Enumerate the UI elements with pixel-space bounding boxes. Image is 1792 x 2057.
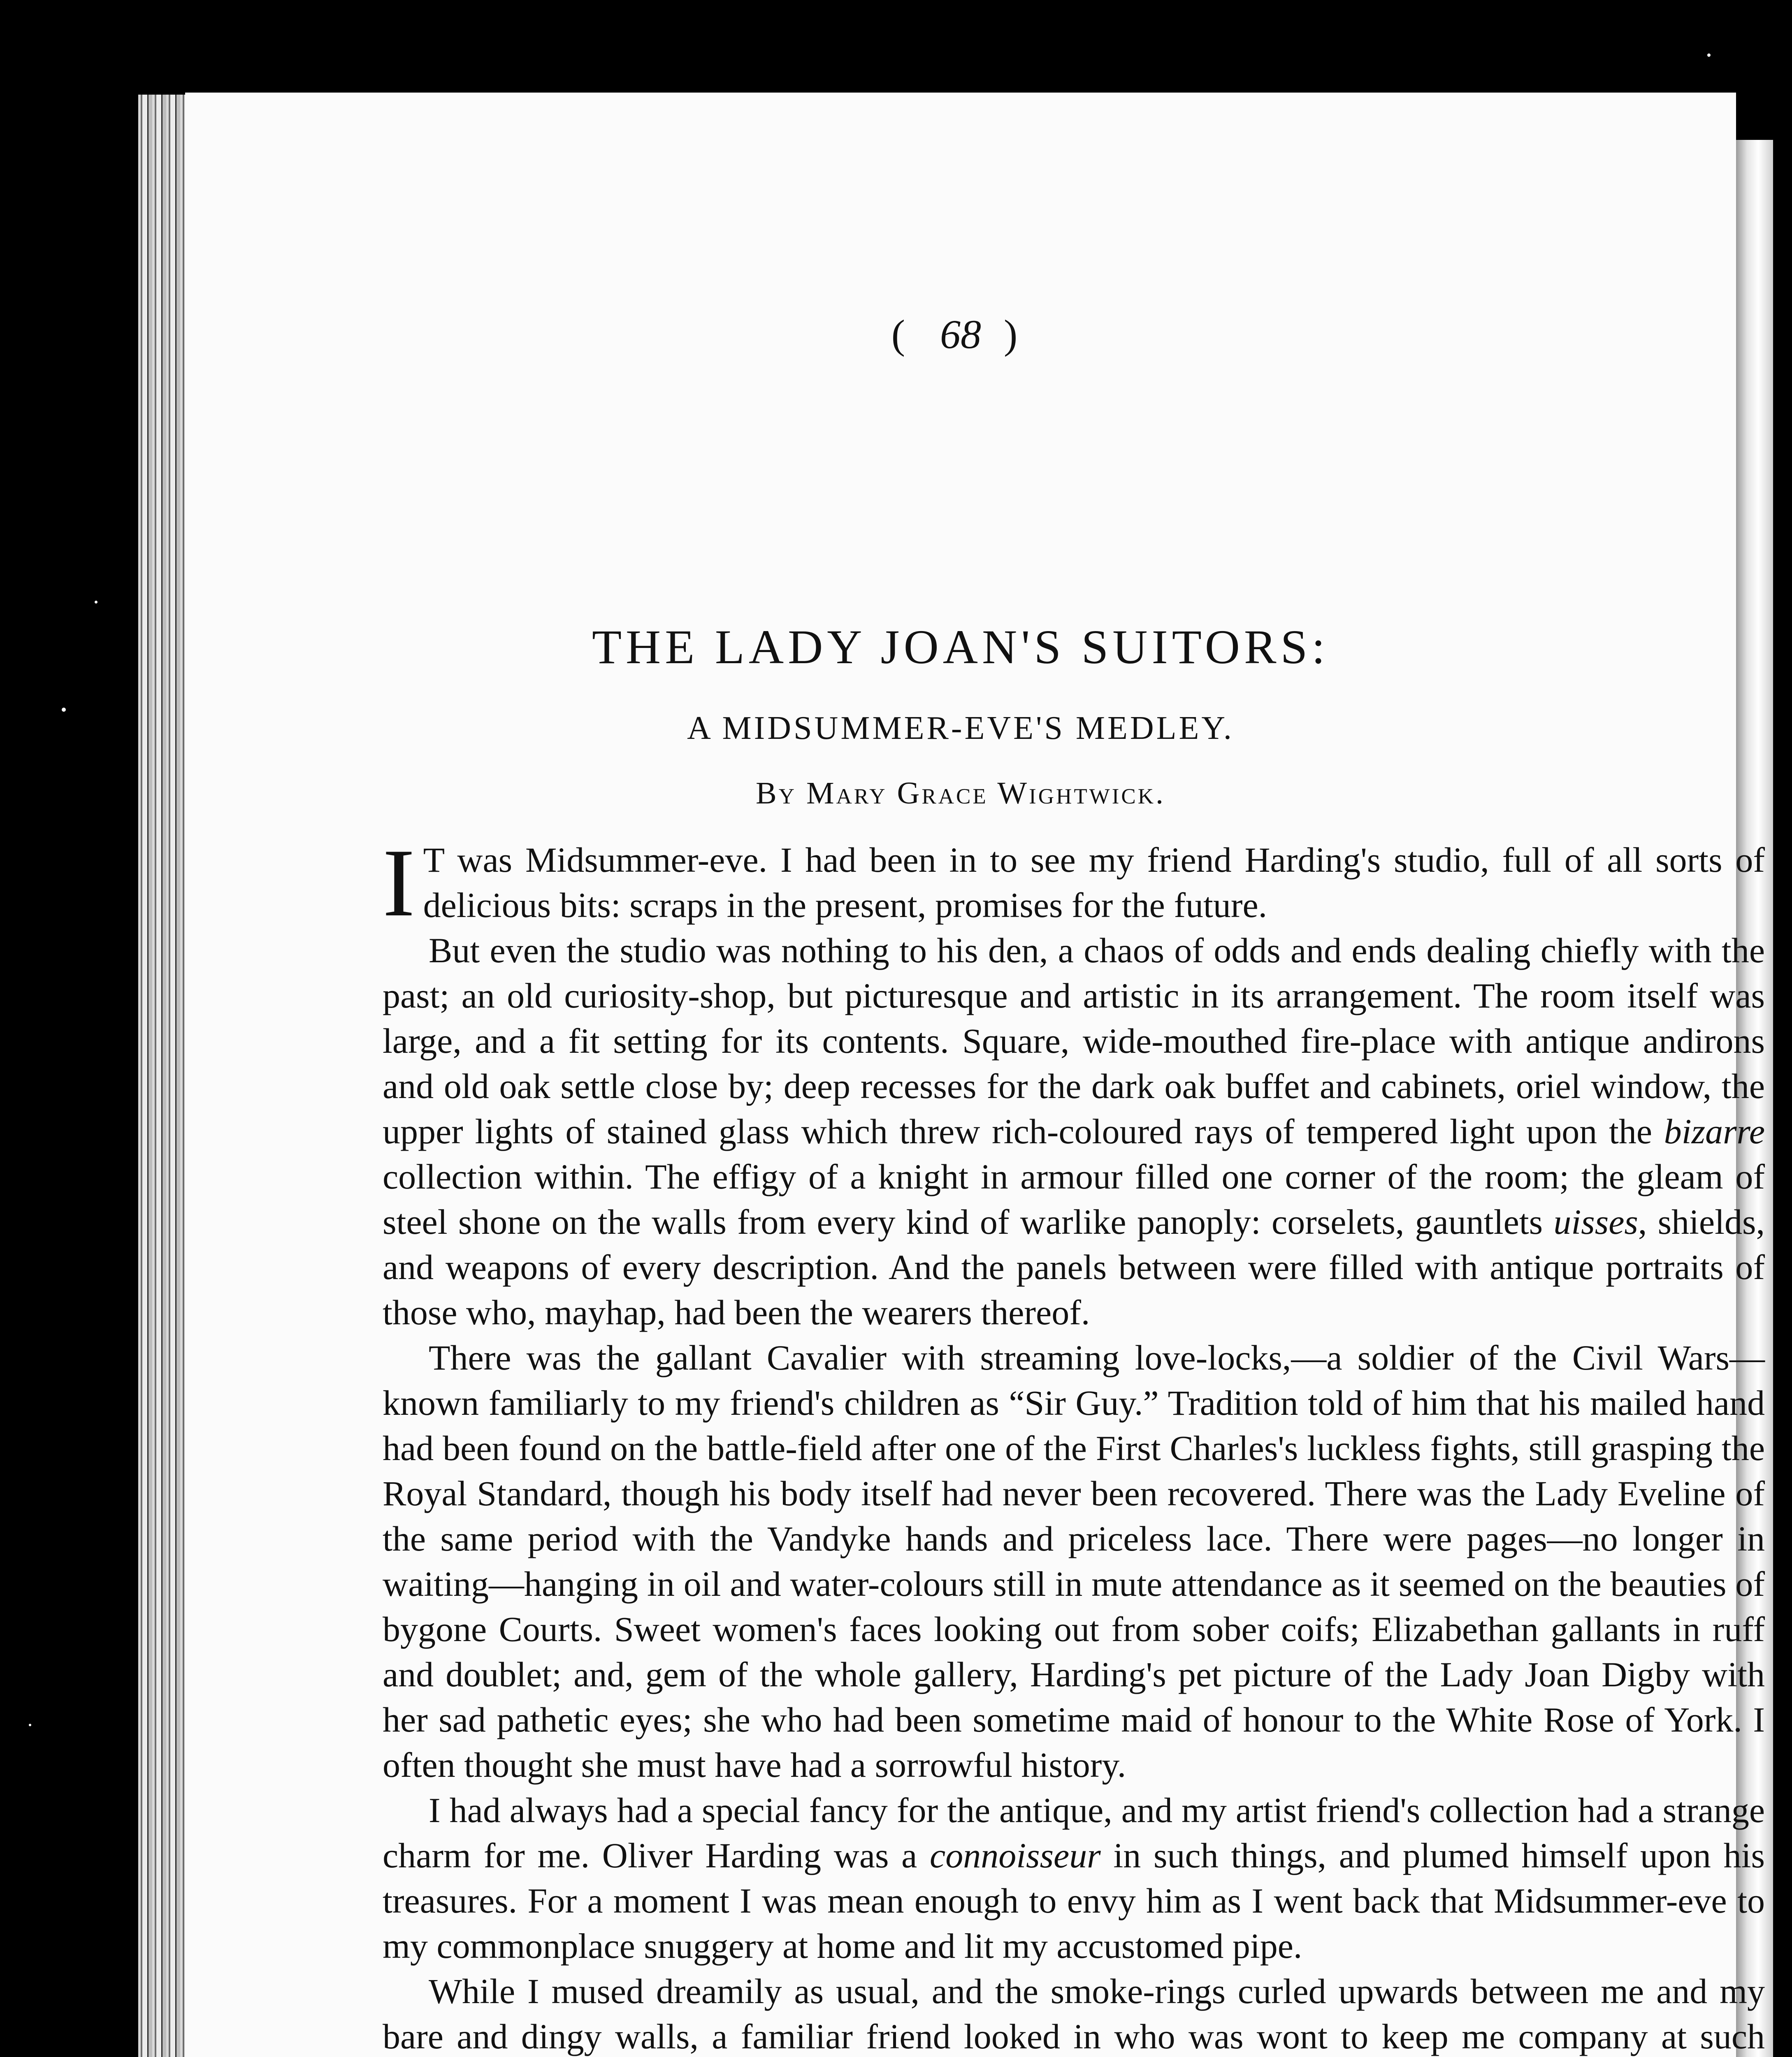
page-number: ( 68 ) [891,311,1030,357]
article-body [383,829,1765,2057]
paragraph-4 [383,1788,1765,1969]
paragraph-4-text-b: in such things, and plumed himself upon his treasures. For a moment I was mean enough to envy him as I went back that Midsummer-eve to my commonplace snuggery at home and lit my accustomed pipe. [383,1836,1765,1966]
paragraph-3 [383,1335,1765,1788]
paragraph-5 [383,1969,1765,2057]
film-speck [95,601,97,604]
italic-word-connoisseur: connoisseur [930,1836,1101,1875]
page-number-value: 68 [940,311,981,357]
paragraph-1 [383,829,1765,937]
article-subtitle: A MIDSUMMER-EVE'S MEDLEY. [687,710,1234,746]
film-speck [62,708,66,712]
drop-cap: I [383,829,415,937]
paragraph-5-text: While I mused dreamily as usual, and the smoke-rings curled upwards between me and my bare and dingy walls, a familiar friend looked in who was wont to keep me company at such [383,1971,1765,2056]
paragraph-1-text: T was Midsummer-eve. I had been in to see my friend Harding's studio, full of all sorts of delicious bits: scraps in the present, promises for the future. [423,840,1765,925]
book-page [185,93,1765,2057]
paragraph-2-text-b: collection within. The effigy of a knight in armour filled one corner of the room; the gleam of steel shone on the walls from every kind of warlike panoply: corselets, gauntlets [383,1157,1765,1242]
paragraph-2-text-a: But even the studio was nothing to his den, a chaos of odds and ends dealing chiefly with the past; an old curiosity-shop, but picturesque and artistic in its arrangement. The room itself was large, and a fit setting for its contents. Square, wide-mouthed fire-place with antique andirons and old oak settle close by; deep recesses for the dark oak buffet and cabinets, oriel window, the upper lights of stained glass which threw rich-coloured rays of tempered light upon the [383,931,1765,1151]
paragraph-4-text-a: I had always had a special fancy for the antique, and my artist friend's collection had a strange charm for me. Oliver Harding was a [383,1790,1765,1875]
paragraph-3-text: There was the gallant Cavalier with streaming love-locks,—a soldier of the Civil Wars—known familiarly to my friend's children as “Sir Guy.” Tradition told of him that his mailed hand had been found on the battle-field after one of the First Charles's luckless fights, still grasping the Royal Standard, though his body itself had never been recovered. There was the Lady Eveline of the same period with the Vandyke hands and priceless lace. There were pages—no longer in waiting—hanging in oil and water-colours still in mute attendance as it seemed on the beauties of bygone Courts. Sweet women's faces looking out from sober coifs; Elizabethan gallants in ruff and doublet; and, gem of the whole gallery, Harding's pet picture of the Lady Joan Digby with her sad pathetic eyes; she who had been sometime maid of honour to the White Rose of York. I often thought she must have had a sorrowful history. [383,1338,1765,1785]
author-byline: By Mary Grace Wightwick. [756,776,1165,810]
paragraph-2 [383,928,1765,1335]
italic-word-uisses: uisses [1553,1202,1638,1242]
film-speck [29,1724,31,1726]
book-spine [138,95,188,2057]
article-title: THE LADY JOAN'S SUITORS: [592,620,1330,674]
paragraph-2-text-c: , shields, and weapons of every description. And the panels between were filled with antique portraits of those who, mayhap, had been the wearers thereof. [383,1202,1765,1332]
film-speck [1707,53,1711,57]
italic-word-bizarre: bizarre [1664,1112,1765,1151]
